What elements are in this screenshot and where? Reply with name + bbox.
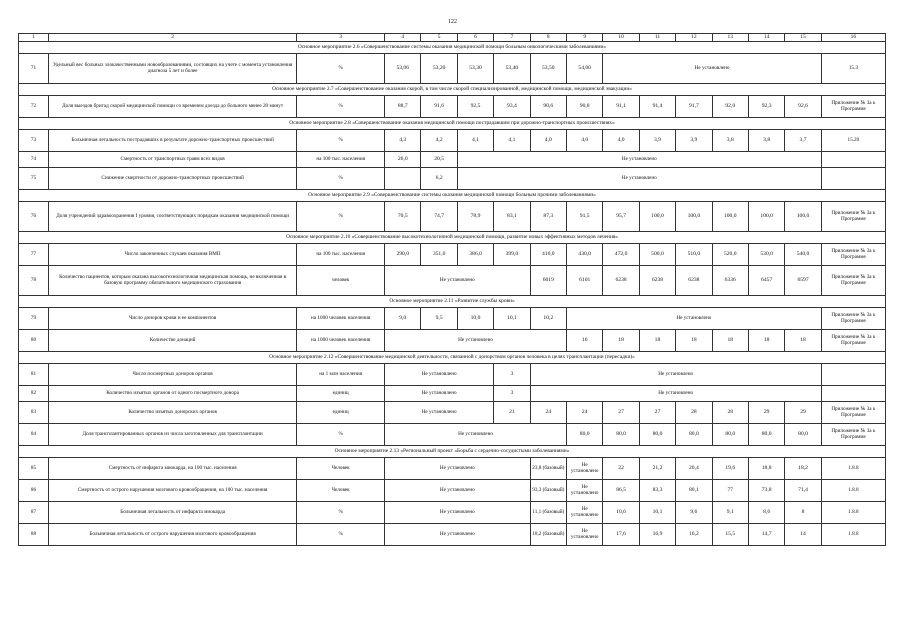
unit: на 1 млн населения: [297, 364, 385, 386]
indicators-table: [18, 33, 886, 546]
not-set-cell: Не установлено: [385, 480, 531, 502]
not-set-cell: Не установлено: [385, 364, 494, 386]
row-number: 81: [19, 364, 49, 386]
not-set-cell: Не установлено: [385, 458, 531, 480]
value-cell: 10,6: [603, 502, 639, 524]
value-cell: 8,6: [748, 502, 784, 524]
value-cell: 10,1: [639, 502, 675, 524]
value-cell: 9,1: [712, 502, 748, 524]
value-cell: 92,6: [785, 96, 821, 118]
table-row: [19, 152, 886, 168]
row-number: 80: [19, 330, 49, 352]
value-cell: 24: [530, 402, 566, 424]
value-cell: 80,0: [712, 424, 748, 446]
indicator-name: Больничная летальность от острого нарушения мозгового кровообращения: [48, 524, 296, 546]
section-heading: Основное мероприятие 2.8 «Совершенствование оказания медицинской помощи пострадавшим при дорожно-транспортных происшествиях»: [19, 118, 886, 130]
value-cell: 91,6: [421, 96, 457, 118]
not-set-cell: Не установлено: [385, 502, 531, 524]
unit: %: [297, 130, 385, 152]
value-cell: 93,4: [494, 96, 530, 118]
value-cell: 80,1: [676, 480, 712, 502]
value-cell: 86,5: [603, 480, 639, 502]
annex-reference: Приложение № 3а к Программе: [821, 424, 885, 446]
value-cell: 95,7: [603, 202, 639, 232]
indicator-name: Доля выездов бригад скорой медицинской помощи со временем доезда до больного менее 20 минут: [48, 96, 296, 118]
value-cell: 28: [712, 402, 748, 424]
column-header: 14: [748, 34, 784, 42]
table-row: [19, 402, 886, 424]
value-cell: 6238: [676, 266, 712, 296]
value-cell: 9,6: [676, 502, 712, 524]
value-cell: 9,5: [421, 308, 457, 330]
value-cell: 100,0: [712, 202, 748, 232]
value-cell: 100,0: [748, 202, 784, 232]
not-set-cell: Не установлено: [385, 386, 494, 402]
column-number-row: [19, 34, 886, 42]
value-cell: 3: [494, 386, 530, 402]
value-cell: 80,0: [748, 424, 784, 446]
not-set-cell: Не установлено: [385, 330, 567, 352]
section-heading: Основное мероприятие 2.12 «Совершенствование медицинской деятельности, связанной с донорством органов человека в целях трансплантации (пересадки)»: [19, 352, 886, 364]
row-number: 76: [19, 202, 49, 232]
value-cell: 20,5: [421, 152, 457, 168]
value-cell: 14: [785, 524, 821, 546]
indicator-name: Доля трансплантированных органов из числа заготовленных для трансплантации: [48, 424, 296, 446]
value-cell: 3,9: [639, 130, 675, 152]
value-cell: 91,5: [567, 202, 603, 232]
table-row: [19, 386, 886, 402]
value-cell: 27: [639, 402, 675, 424]
column-header: 2: [48, 34, 296, 42]
row-number: 71: [19, 54, 49, 84]
value-cell: 8: [785, 502, 821, 524]
column-header: 7: [494, 34, 530, 42]
not-set-cell: Не установлено: [530, 386, 821, 402]
value-cell: 29: [785, 402, 821, 424]
column-header: 11: [639, 34, 675, 42]
indicator-name: Больничная летальность пострадавших в результате дорожно-транспортных происшествий: [48, 130, 296, 152]
not-set-cell: Не установлено: [385, 424, 567, 446]
indicator-name: Удельный вес больных злокачественными новообразованиями, состоящих на учете с момента установления диагноза 5 лет и более: [48, 54, 296, 84]
unit: %: [297, 54, 385, 84]
section-heading: Основное мероприятие 2.13 «Региональный проект «Борьба с сердечно-сосудистыми заболеваниями»: [19, 446, 886, 458]
section-heading: Основное мероприятие 2.7 «Совершенствование оказания скорой, в том числе скорой специализированной, медицинской помощи, медицинской эвакуации»: [19, 84, 886, 96]
value-cell: 53,20: [421, 54, 457, 84]
value-cell: 22: [603, 458, 639, 480]
indicator-name: Количество пациентов, которым оказана высокотехнологичная медицинская помощь, не включенная в базовую программу обязательного медицинского страхования: [48, 266, 296, 296]
value-cell: 399,0: [494, 244, 530, 266]
column-header: 5: [421, 34, 457, 42]
unit: на 100 тыс. населения: [297, 152, 385, 168]
row-number: 77: [19, 244, 49, 266]
value-cell: 290,0: [385, 244, 421, 266]
value-cell: 510,0: [676, 244, 712, 266]
unit: Человек: [297, 458, 385, 480]
value-cell: 74,7: [421, 202, 457, 232]
indicator-name: Смертность от острого нарушения мозгового кровообращения, на 100 тыс. населения: [48, 480, 296, 502]
value-cell: 70,5: [385, 202, 421, 232]
value-cell: 18,2 (базовый): [530, 524, 566, 546]
value-cell: 21: [494, 402, 530, 424]
not-set-cell: Не установлено: [530, 364, 821, 386]
value-cell: 91,4: [639, 96, 675, 118]
indicator-name: Количество изъятых органов от одного посмертного донора: [48, 386, 296, 402]
reference-cell: 1.8.8: [821, 458, 885, 480]
section-heading: Основное мероприятие 2.9 «Совершенствование системы оказания медицинской помощи больным прочими заболеваниями»: [19, 190, 886, 202]
page-number: 122: [448, 19, 457, 25]
value-cell: 6238: [603, 266, 639, 296]
value-cell: 18: [712, 330, 748, 352]
value-cell: 6,2: [421, 168, 457, 190]
table-row: [19, 202, 886, 232]
table-row: [19, 502, 886, 524]
value-cell: 92,0: [712, 96, 748, 118]
value-cell: 16,9: [639, 524, 675, 546]
value-cell: 73,8: [748, 480, 784, 502]
column-header: 6: [457, 34, 493, 42]
indicator-name: Количество изъятых донорских органов: [48, 402, 296, 424]
unit: %: [297, 96, 385, 118]
value-cell: 20,4: [676, 458, 712, 480]
table-row: [19, 168, 886, 190]
value-cell: 472,0: [603, 244, 639, 266]
value-cell: 10,2: [530, 308, 566, 330]
value-cell: 80,0: [639, 424, 675, 446]
value-cell: 80,0: [785, 424, 821, 446]
value-cell: 18: [748, 330, 784, 352]
value-cell: 83,3: [639, 480, 675, 502]
value-cell: 18: [639, 330, 675, 352]
value-cell: 10,1: [494, 308, 530, 330]
value-cell: 6597: [785, 266, 821, 296]
annex-reference: Приложение № 3а к Программе: [821, 308, 885, 330]
annex-reference: Приложение № 3а к Программе: [821, 96, 885, 118]
column-header: 10: [603, 34, 639, 42]
column-header: 16: [821, 34, 885, 42]
value-cell: 6101: [567, 266, 603, 296]
unit: человек: [297, 266, 385, 296]
table-row: [19, 244, 886, 266]
section-heading: Основное мероприятие 2.6 «Совершенствование системы оказания медицинской помощи больным онкологическими заболеваниями»: [19, 42, 886, 54]
reference-cell: 1.8.8: [821, 502, 885, 524]
value-cell: 540,0: [785, 244, 821, 266]
value-cell: 21,2: [639, 458, 675, 480]
value-cell: 80,0: [676, 424, 712, 446]
unit: %: [297, 168, 385, 190]
value-cell: 18,2: [785, 458, 821, 480]
value-cell: 91,7: [676, 96, 712, 118]
value-cell: 430,0: [567, 244, 603, 266]
indicator-name: Смертность от инфаркта миокарда, на 100 тыс. населения: [48, 458, 296, 480]
value-cell: 100,0: [639, 202, 675, 232]
value-cell: 4,3: [385, 130, 421, 152]
value-cell: 16,2: [676, 524, 712, 546]
reference-cell: 15.3: [821, 54, 885, 84]
table-row: [19, 130, 886, 152]
value-cell: 88,7: [385, 96, 421, 118]
value-cell: 3,9: [676, 130, 712, 152]
value-cell: 17,6: [603, 524, 639, 546]
value-cell: 80,0: [603, 424, 639, 446]
value-cell: 6019: [530, 266, 566, 296]
value-cell: 4,1: [494, 130, 530, 152]
not-set-cell: Не установлено: [385, 266, 531, 296]
value-cell: 4,2: [421, 130, 457, 152]
indicator-name: Количество донаций: [48, 330, 296, 352]
not-set-cell: Не установлено: [457, 152, 821, 168]
column-header: 3: [297, 34, 385, 42]
not-set-cell: Не установлено: [567, 308, 822, 330]
value-cell: 4,1: [457, 130, 493, 152]
value-cell: 90,6: [530, 96, 566, 118]
value-cell: 9,0: [385, 308, 421, 330]
table-row: [19, 96, 886, 118]
value-cell: 530,0: [748, 244, 784, 266]
row-number: 86: [19, 480, 49, 502]
value-cell: 416,0: [530, 244, 566, 266]
indicator-name: Смертность от транспортных травм всех видов: [48, 152, 296, 168]
annex-reference: Приложение № 3а к Программе: [821, 266, 885, 296]
value-cell: 53,06: [385, 54, 421, 84]
value-cell: 78,9: [457, 202, 493, 232]
value-cell: 53,40: [494, 54, 530, 84]
value-cell: 71,4: [785, 480, 821, 502]
value-cell: 24: [567, 402, 603, 424]
indicator-name: Доля учреждений здравоохранения I уровня, соответствующих порядкам оказания медицинской помощи: [48, 202, 296, 232]
table-row: [19, 458, 886, 480]
value-cell: 100,0: [676, 202, 712, 232]
indicator-name: Больничная летальность от инфаркта миокарда: [48, 502, 296, 524]
unit: единиц: [297, 402, 385, 424]
unit: %: [297, 524, 385, 546]
table-row: [19, 424, 886, 446]
row-number: 72: [19, 96, 49, 118]
indicator-name: Число доноров крови и ее компонентов: [48, 308, 296, 330]
section-heading: Основное мероприятие 2.10 «Совершенствование высокотехнологичной медицинской помощи, развитие новых эффективных методов лечения»: [19, 232, 886, 244]
value-cell: 16: [567, 330, 603, 352]
column-header: 12: [676, 34, 712, 42]
row-number: 88: [19, 524, 49, 546]
value-cell: 386,0: [457, 244, 493, 266]
value-cell: 18,8: [748, 458, 784, 480]
row-number: 83: [19, 402, 49, 424]
value-cell: Не установлено: [567, 524, 603, 546]
value-cell: 6238: [639, 266, 675, 296]
indicator-name: Снижение смертности от дорожно-транспортных происшествий: [48, 168, 296, 190]
value-cell: Не установлено: [567, 502, 603, 524]
value-cell: 6457: [748, 266, 784, 296]
value-cell: 15,5: [712, 524, 748, 546]
value-cell: 87,3: [530, 202, 566, 232]
value-cell: 10,0: [457, 308, 493, 330]
value-cell: Не установлено: [567, 480, 603, 502]
unit: на 1000 человек населения: [297, 308, 385, 330]
value-cell: 23,8 (базовый): [530, 458, 566, 480]
value-cell: 3: [494, 364, 530, 386]
row-number: 79: [19, 308, 49, 330]
value-cell: 500,0: [639, 244, 675, 266]
value-cell: 6336: [712, 266, 748, 296]
value-cell: 92,3: [748, 96, 784, 118]
value-cell: 26,0: [385, 152, 421, 168]
value-cell: 3,8: [748, 130, 784, 152]
value-cell: 14,7: [748, 524, 784, 546]
row-number: 73: [19, 130, 49, 152]
row-number: 82: [19, 386, 49, 402]
unit: на 100 тыс. населения: [297, 244, 385, 266]
value-cell: 520,0: [712, 244, 748, 266]
value-cell: 19,6: [712, 458, 748, 480]
table-row: [19, 330, 886, 352]
value-cell: 91,1: [603, 96, 639, 118]
column-header: 9: [567, 34, 603, 42]
reference-cell: 1.8.8: [821, 524, 885, 546]
annex-reference: Приложение № 3а к Программе: [821, 402, 885, 424]
column-header: 15: [785, 34, 821, 42]
table-row: [19, 524, 886, 546]
column-header: 8: [530, 34, 566, 42]
value-cell: 4,0: [567, 130, 603, 152]
unit: единиц: [297, 386, 385, 402]
unit: %: [297, 424, 385, 446]
reference-cell: 1.8.8: [821, 480, 885, 502]
value-cell: 77: [712, 480, 748, 502]
annex-reference: Приложение № 3а к Программе: [821, 202, 885, 232]
indicator-name: Число посмертных доноров органов: [48, 364, 296, 386]
row-number: 85: [19, 458, 49, 480]
column-header: 13: [712, 34, 748, 42]
not-set-cell: Не установлено: [603, 54, 821, 84]
not-set-cell: Не установлено: [457, 168, 821, 190]
value-cell: 80,0: [567, 424, 603, 446]
value-cell: 18: [785, 330, 821, 352]
table-row: [19, 266, 886, 296]
value-cell: 92,5: [457, 96, 493, 118]
row-number: 78: [19, 266, 49, 296]
table-row: [19, 54, 886, 84]
value-cell: 54,00: [567, 54, 603, 84]
value-cell: 3,8: [712, 130, 748, 152]
value-cell: 18: [603, 330, 639, 352]
table-row: [19, 480, 886, 502]
unit: Человек: [297, 480, 385, 502]
row-number: 75: [19, 168, 49, 190]
value-cell: 4,0: [603, 130, 639, 152]
row-number: 84: [19, 424, 49, 446]
value-cell: 4,0: [530, 130, 566, 152]
unit: %: [297, 202, 385, 232]
annex-reference: Приложение № 3а к Программе: [821, 330, 885, 352]
column-header: 4: [385, 34, 421, 42]
value-cell: 93,3 (базовый): [530, 480, 566, 502]
value-cell: 18: [676, 330, 712, 352]
value-cell: 11,1 (базовый): [530, 502, 566, 524]
not-set-cell: Не установлено: [385, 402, 494, 424]
annex-reference: Приложение № 3а к Программе: [821, 244, 885, 266]
value-cell: 83,1: [494, 202, 530, 232]
row-number: 74: [19, 152, 49, 168]
table-row: [19, 308, 886, 330]
unit: на 1000 человек населения: [297, 330, 385, 352]
value-cell: 351,0: [421, 244, 457, 266]
value-cell: 53,50: [530, 54, 566, 84]
table-row: [19, 364, 886, 386]
row-number: 87: [19, 502, 49, 524]
reference-cell: 15.20: [821, 130, 885, 152]
value-cell: 100,0: [785, 202, 821, 232]
value-cell: 27: [603, 402, 639, 424]
value-cell: 53,30: [457, 54, 493, 84]
value-cell: Не установлено: [567, 458, 603, 480]
value-cell: 3,7: [785, 130, 821, 152]
not-set-cell: Не установлено: [385, 524, 531, 546]
unit: %: [297, 502, 385, 524]
value-cell: 90,8: [567, 96, 603, 118]
indicator-name: Число законченных случаев оказания ВМП: [48, 244, 296, 266]
column-header: 1: [19, 34, 49, 42]
value-cell: 29: [748, 402, 784, 424]
section-heading: Основное мероприятие 2.11 «Развитие службы крови»: [19, 296, 886, 308]
value-cell: 28: [676, 402, 712, 424]
